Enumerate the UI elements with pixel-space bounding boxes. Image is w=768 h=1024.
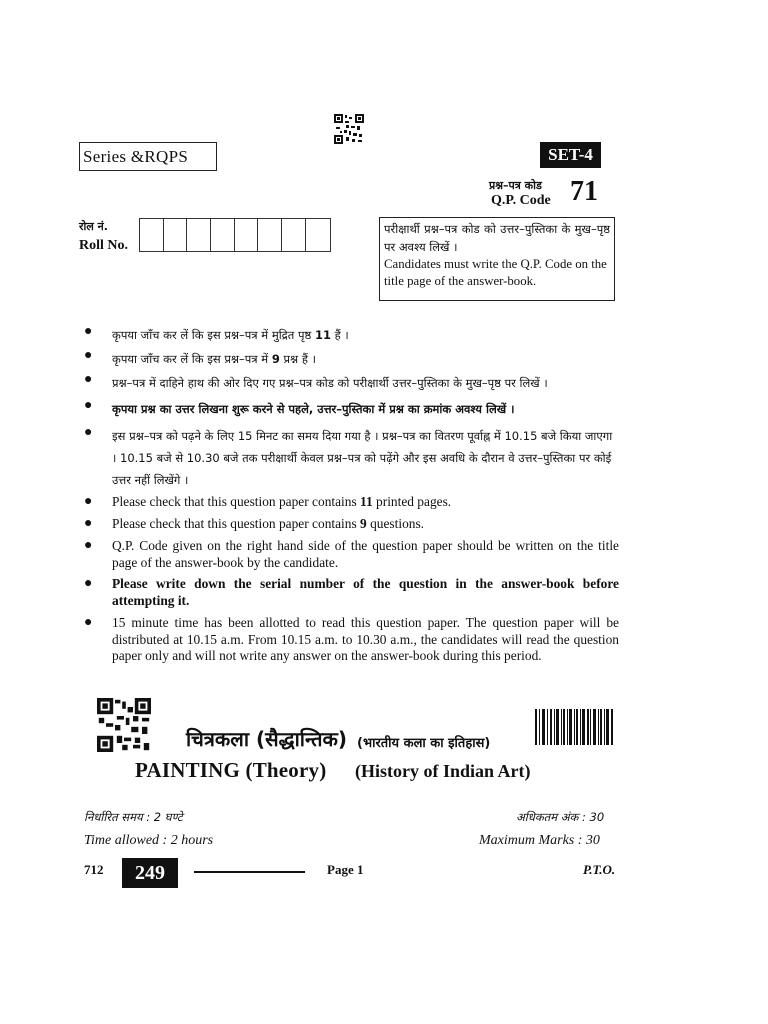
bullet-icon: ● [84, 516, 93, 531]
list-item: ● Please check that this question paper contains 9 questions. [84, 516, 425, 531]
bullet-icon: ● [84, 576, 93, 591]
qr-code-top [334, 114, 364, 149]
roll-digit-box[interactable] [258, 219, 282, 251]
set-label: SET-4 [540, 142, 601, 168]
list-item: ● प्रश्न–पत्र में दाहिने हाथ की ओर दिए गए प्रश्न–पत्र कोड को परीक्षार्थी उत्तर–पुस्तिका के मुख–पृष्ठ पर लिखें । [84, 372, 619, 394]
qp-code-value: 71 [570, 176, 598, 207]
bullet-icon: ● [84, 615, 93, 630]
paper-code: 712 [84, 862, 104, 877]
qp-code-note: Candidates must write the Q.P. Code on the title page of the answer-book. [384, 257, 607, 288]
bullet-icon: ● [84, 372, 93, 387]
roll-number-boxes[interactable] [139, 218, 331, 252]
subject-subtitle: (History of Indian Art) [355, 761, 531, 781]
max-marks: Maximum Marks : 30 [479, 833, 600, 848]
barcode [535, 709, 613, 745]
qr-code-bottom [97, 698, 151, 757]
qp-code-label: Q.P. Code [491, 193, 551, 208]
roll-digit-box[interactable] [282, 219, 306, 251]
qp-code-label-hindi: प्रश्न–पत्र कोड [489, 179, 542, 192]
roll-digit-box[interactable] [235, 219, 259, 251]
page-number: Page 1 [327, 862, 364, 877]
roll-number-label-hindi: रोल नं. [79, 220, 108, 233]
bullet-icon: ● [84, 538, 93, 553]
pto-label: P.T.O. [583, 862, 616, 877]
roll-number-label: Roll No. [79, 238, 128, 253]
roll-digit-box[interactable] [211, 219, 235, 251]
list-item: ● Please check that this question paper contains 11 printed pages. [84, 494, 452, 509]
bullet-icon: ● [84, 398, 93, 413]
list-item: ● इस प्रश्न–पत्र को पढ़ने के लिए 15 मिनट का समय दिया गया है । प्रश्न–पत्र का वितरण पूर्वाह्न में 10.15 बजे किया जाएगा । 10.15 बजे से 10.30 बजे तक परीक्षार्थी केवल प्रश्न–पत्र को पढ़ेंगे और इस अवधि के दौरान वे उत्तर–पुस्तिका पर कोई उत्तर नहीं लिखेंगे । [84, 425, 619, 491]
qp-code-note-box [379, 217, 615, 301]
list-item: ● कृपया जाँच कर लें कि इस प्रश्न–पत्र में 9 प्रश्न हैं । [84, 348, 619, 370]
subject-title: PAINTING (Theory) [135, 758, 327, 782]
roll-digit-box[interactable] [140, 219, 164, 251]
roll-digit-box[interactable] [187, 219, 211, 251]
paper-number-box: 249 [122, 858, 178, 888]
series-label: Series &RQPS [79, 142, 217, 171]
footer-divider [194, 871, 305, 873]
list-item: ● कृपया प्रश्न का उत्तर लिखना शुरू करने से पहले, उत्तर–पुस्तिका में प्रश्न का क्रमांक अवश्य लिखें । [84, 398, 619, 420]
subject-title-hindi: चित्रकला (सैद्धान्तिक) [186, 727, 348, 751]
bullet-icon: ● [84, 494, 93, 509]
subject-subtitle-hindi: (भारतीय कला का इतिहास) [357, 736, 491, 751]
time-allowed-hindi: निर्धारित समय : 2 घण्टे [84, 810, 183, 824]
list-item: ● 15 minute time has been allotted to read this question paper. The question paper will be distributed at 10.15 a.m. From 10.15 a.m. to 10.30 a.m., the candidates will read the question paper only and will not write any answer on the answer-book during this period. [84, 615, 619, 663]
list-item: ● कृपया जाँच कर लें कि इस प्रश्न–पत्र में मुद्रित पृष्ठ 11 हैं । [84, 324, 619, 346]
roll-digit-box[interactable] [164, 219, 188, 251]
roll-digit-box[interactable] [306, 219, 330, 251]
bullet-icon: ● [84, 425, 93, 440]
bullet-icon: ● [84, 348, 93, 363]
time-allowed: Time allowed : 2 hours [84, 833, 214, 848]
max-marks-hindi: अधिकतम अंक : 30 [516, 810, 605, 824]
list-item: ● Please write down the serial number of the question in the answer-book before attempting it. [84, 576, 619, 608]
qp-code-note-hindi: परीक्षार्थी प्रश्न–पत्र कोड को उत्तर–पुस्तिका के मुख–पृष्ठ पर अवश्य लिखें । [384, 222, 610, 254]
bullet-icon: ● [84, 324, 93, 339]
list-item: ● Q.P. Code given on the right hand side of the question paper should be written on the title page of the answer-book by the candidate. [84, 538, 619, 570]
